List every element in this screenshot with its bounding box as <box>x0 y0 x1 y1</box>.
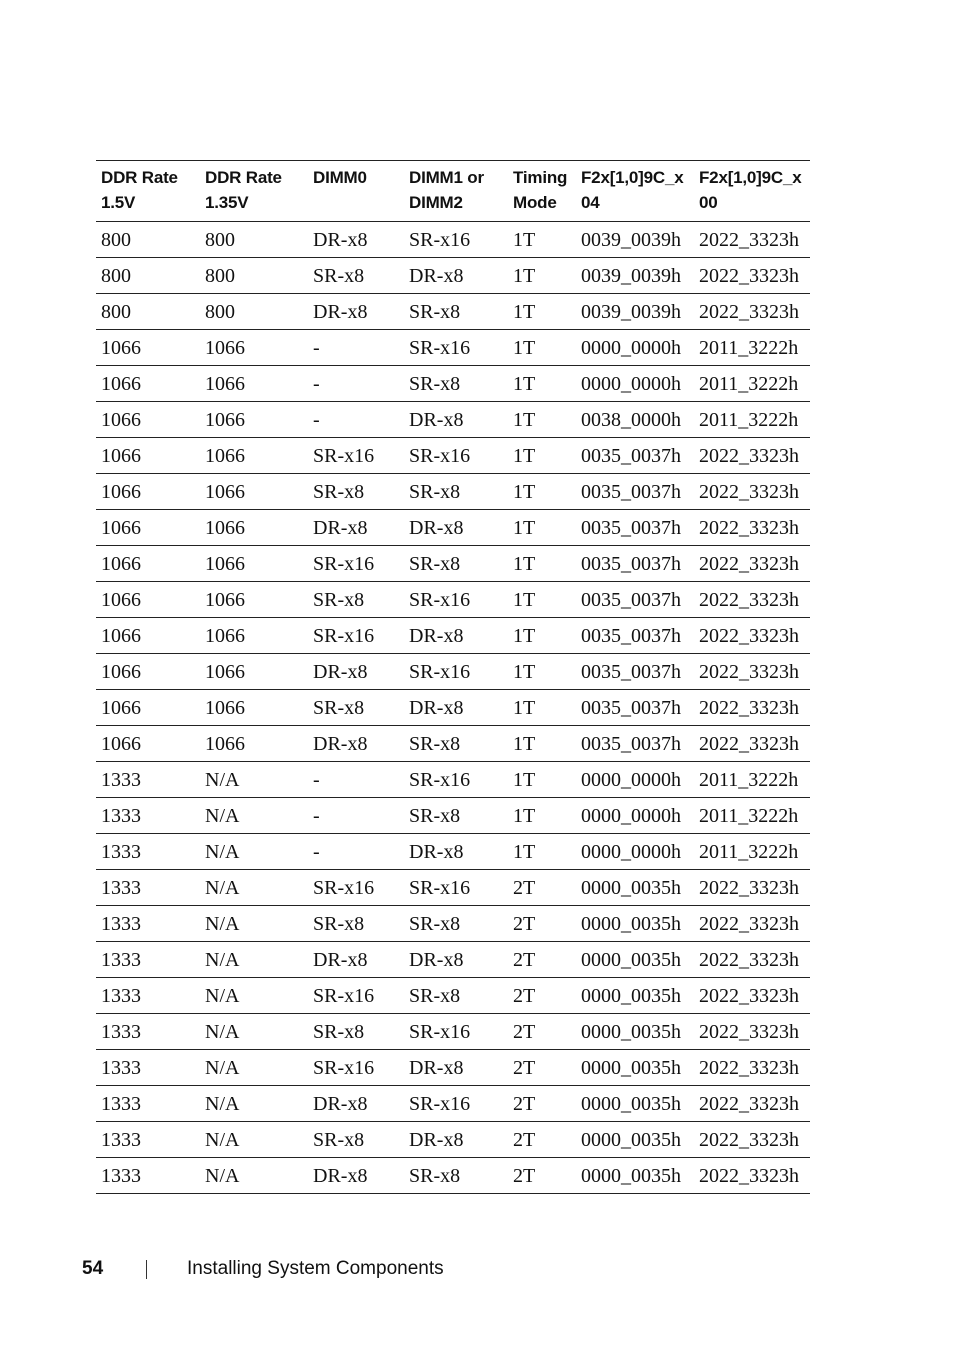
table-cell: 1066 <box>200 654 308 690</box>
column-header: F2x[1,0]9C_x 04 <box>576 161 694 222</box>
table-cell: 0000_0000h <box>576 762 694 798</box>
table-cell: 0039_0039h <box>576 294 694 330</box>
table-row <box>96 654 810 690</box>
table-cell: 2011_3222h <box>694 798 810 834</box>
table-cell: SR-x16 <box>308 438 404 474</box>
table-cell: 2022_3323h <box>694 546 810 582</box>
table-cell: 0000_0035h <box>576 1014 694 1050</box>
table-cell: 2022_3323h <box>694 942 810 978</box>
table-cell: N/A <box>200 1014 308 1050</box>
table-cell: 2022_3323h <box>694 618 810 654</box>
table-cell: 0000_0035h <box>576 942 694 978</box>
table-row <box>96 402 810 438</box>
table-cell: 1066 <box>200 474 308 510</box>
table-cell: N/A <box>200 906 308 942</box>
table-row <box>96 618 810 654</box>
column-header: DDR Rate 1.35V <box>200 161 308 222</box>
table-cell: DR-x8 <box>404 834 508 870</box>
table-cell: 1T <box>508 366 576 402</box>
table-cell: 0035_0037h <box>576 438 694 474</box>
table-cell: SR-x16 <box>404 654 508 690</box>
table-cell: 2022_3323h <box>694 438 810 474</box>
table-cell: SR-x8 <box>404 798 508 834</box>
table-cell: 1T <box>508 510 576 546</box>
table-cell: 0035_0037h <box>576 582 694 618</box>
table-cell: 0000_0035h <box>576 1158 694 1194</box>
table-cell: 1T <box>508 546 576 582</box>
table-cell: 800 <box>96 258 200 294</box>
table-cell: 0039_0039h <box>576 258 694 294</box>
table-cell: 2022_3323h <box>694 1122 810 1158</box>
table-cell: 2011_3222h <box>694 834 810 870</box>
table-cell: 1066 <box>96 582 200 618</box>
table-row <box>96 546 810 582</box>
table-cell: 1333 <box>96 906 200 942</box>
table-cell: DR-x8 <box>404 402 508 438</box>
table-cell: DR-x8 <box>404 258 508 294</box>
table-cell: 1066 <box>200 726 308 762</box>
table-cell: DR-x8 <box>308 1158 404 1194</box>
table-cell: SR-x8 <box>404 906 508 942</box>
table-cell: 1333 <box>96 1158 200 1194</box>
table-cell: N/A <box>200 798 308 834</box>
table-row <box>96 906 810 942</box>
table-cell: 1066 <box>96 726 200 762</box>
table-cell: - <box>308 330 404 366</box>
table-row <box>96 942 810 978</box>
table-cell: SR-x16 <box>404 222 508 258</box>
table-cell: DR-x8 <box>308 654 404 690</box>
table-cell: 1066 <box>200 366 308 402</box>
table-row <box>96 978 810 1014</box>
table-cell: SR-x8 <box>404 726 508 762</box>
table-cell: 1T <box>508 402 576 438</box>
table-cell: DR-x8 <box>404 1050 508 1086</box>
table-cell: 1066 <box>96 690 200 726</box>
table-cell: 1066 <box>96 546 200 582</box>
table-cell: N/A <box>200 762 308 798</box>
table-cell: SR-x16 <box>404 870 508 906</box>
table-cell: DR-x8 <box>308 942 404 978</box>
table-cell: 2022_3323h <box>694 654 810 690</box>
table-cell: 1066 <box>96 366 200 402</box>
table-cell: 0000_0035h <box>576 1122 694 1158</box>
table-cell: N/A <box>200 1050 308 1086</box>
table-cell: 2022_3323h <box>694 582 810 618</box>
column-header: DIMM0 <box>308 161 404 222</box>
table-row <box>96 798 810 834</box>
table-cell: 0035_0037h <box>576 618 694 654</box>
table-cell: - <box>308 366 404 402</box>
table-row <box>96 258 810 294</box>
table-cell: 2T <box>508 1086 576 1122</box>
table-row <box>96 1158 810 1194</box>
table-cell: 2022_3323h <box>694 690 810 726</box>
table-cell: 2011_3222h <box>694 330 810 366</box>
table-cell: 1066 <box>200 582 308 618</box>
table-cell: 800 <box>96 294 200 330</box>
column-header: DIMM1 or DIMM2 <box>404 161 508 222</box>
table-cell: 1T <box>508 726 576 762</box>
table-cell: 2022_3323h <box>694 870 810 906</box>
table-cell: 2T <box>508 1050 576 1086</box>
table-cell: SR-x8 <box>308 1014 404 1050</box>
table-cell: 0035_0037h <box>576 474 694 510</box>
table-cell: 1T <box>508 654 576 690</box>
table-cell: 2022_3323h <box>694 1050 810 1086</box>
header-row <box>96 161 810 222</box>
table-row <box>96 726 810 762</box>
table-cell: 800 <box>96 222 200 258</box>
table-cell: 0000_0035h <box>576 870 694 906</box>
table-cell: N/A <box>200 1122 308 1158</box>
table-cell: 1T <box>508 294 576 330</box>
table-cell: 1066 <box>96 474 200 510</box>
page-number: 54 <box>82 1258 104 1279</box>
table-cell: 1333 <box>96 978 200 1014</box>
table-row <box>96 1050 810 1086</box>
table-row <box>96 438 810 474</box>
table-cell: SR-x16 <box>404 330 508 366</box>
table-cell: 1T <box>508 438 576 474</box>
table-cell: 2022_3323h <box>694 474 810 510</box>
table-cell: 1066 <box>200 618 308 654</box>
table-cell: 800 <box>200 294 308 330</box>
table-cell: SR-x8 <box>308 1122 404 1158</box>
table-cell: 1066 <box>200 546 308 582</box>
table-cell: 1066 <box>200 438 308 474</box>
table-cell: 1333 <box>96 798 200 834</box>
table-cell: 1T <box>508 330 576 366</box>
table-cell: 0035_0037h <box>576 546 694 582</box>
footer-separator <box>146 1260 147 1279</box>
table-cell: DR-x8 <box>308 726 404 762</box>
table-cell: 1066 <box>96 402 200 438</box>
table-cell: SR-x8 <box>308 582 404 618</box>
table-cell: 2022_3323h <box>694 1158 810 1194</box>
table-cell: SR-x8 <box>308 474 404 510</box>
table-cell: SR-x16 <box>308 618 404 654</box>
table-cell: N/A <box>200 1086 308 1122</box>
table-cell: DR-x8 <box>404 942 508 978</box>
table-cell: 0039_0039h <box>576 222 694 258</box>
table-cell: 1066 <box>200 690 308 726</box>
table-cell: 0038_0000h <box>576 402 694 438</box>
table-cell: 0000_0000h <box>576 330 694 366</box>
table-cell: SR-x8 <box>404 366 508 402</box>
table-cell: DR-x8 <box>404 618 508 654</box>
table-row <box>96 1086 810 1122</box>
table-cell: DR-x8 <box>308 222 404 258</box>
table-cell: - <box>308 762 404 798</box>
table-cell: 1333 <box>96 834 200 870</box>
table-cell: 1066 <box>200 330 308 366</box>
table-cell: N/A <box>200 978 308 1014</box>
table-cell: 2022_3323h <box>694 1014 810 1050</box>
table-cell: DR-x8 <box>404 510 508 546</box>
table-cell: 1T <box>508 798 576 834</box>
table-cell: SR-x8 <box>404 978 508 1014</box>
table-cell: 2022_3323h <box>694 726 810 762</box>
table-cell: SR-x16 <box>308 546 404 582</box>
table-cell: 0035_0037h <box>576 510 694 546</box>
dimm-timing-table <box>96 160 810 1194</box>
table-cell: SR-x16 <box>404 438 508 474</box>
table-cell: DR-x8 <box>404 1122 508 1158</box>
table-cell: - <box>308 402 404 438</box>
table-cell: 1333 <box>96 1014 200 1050</box>
table-cell: 1066 <box>200 402 308 438</box>
table-cell: 2T <box>508 1122 576 1158</box>
dimm-timing-table-container <box>96 160 810 1194</box>
table-cell: 2022_3323h <box>694 222 810 258</box>
table-cell: 1066 <box>96 654 200 690</box>
table-row <box>96 690 810 726</box>
table-cell: 0000_0000h <box>576 834 694 870</box>
table-cell: 1066 <box>96 510 200 546</box>
section-title: Installing System Components <box>187 1258 444 1279</box>
table-cell: N/A <box>200 870 308 906</box>
page-footer <box>0 1258 954 1282</box>
table-cell: SR-x16 <box>404 1014 508 1050</box>
table-cell: 800 <box>200 258 308 294</box>
table-row <box>96 1122 810 1158</box>
table-cell: 800 <box>200 222 308 258</box>
table-cell: 1066 <box>96 438 200 474</box>
table-row <box>96 870 810 906</box>
table-cell: N/A <box>200 834 308 870</box>
table-cell: 1333 <box>96 762 200 798</box>
table-cell: 2022_3323h <box>694 294 810 330</box>
table-cell: DR-x8 <box>404 690 508 726</box>
table-cell: 1T <box>508 618 576 654</box>
table-cell: 0000_0035h <box>576 1050 694 1086</box>
column-header: DDR Rate 1.5V <box>96 161 200 222</box>
table-cell: 1T <box>508 582 576 618</box>
table-cell: 2T <box>508 906 576 942</box>
table-cell: 0035_0037h <box>576 654 694 690</box>
table-cell: 1333 <box>96 1050 200 1086</box>
table-row <box>96 222 810 258</box>
table-cell: 1333 <box>96 870 200 906</box>
table-cell: 1066 <box>200 510 308 546</box>
table-cell: N/A <box>200 942 308 978</box>
table-row <box>96 294 810 330</box>
table-cell: 0035_0037h <box>576 726 694 762</box>
column-header: Timing Mode <box>508 161 576 222</box>
table-cell: DR-x8 <box>308 294 404 330</box>
table-cell: SR-x8 <box>404 474 508 510</box>
table-cell: SR-x8 <box>308 690 404 726</box>
table-cell: N/A <box>200 1158 308 1194</box>
table-cell: 1T <box>508 222 576 258</box>
table-cell: SR-x16 <box>308 1050 404 1086</box>
table-cell: 0000_0035h <box>576 906 694 942</box>
table-row <box>96 834 810 870</box>
table-cell: 1T <box>508 834 576 870</box>
table-cell: SR-x16 <box>308 870 404 906</box>
table-cell: 2011_3222h <box>694 402 810 438</box>
table-cell: 2022_3323h <box>694 1086 810 1122</box>
table-cell: SR-x8 <box>404 1158 508 1194</box>
table-cell: SR-x16 <box>404 582 508 618</box>
table-cell: 2022_3323h <box>694 510 810 546</box>
table-cell: SR-x8 <box>404 546 508 582</box>
table-cell: SR-x16 <box>308 978 404 1014</box>
table-cell: 0000_0000h <box>576 798 694 834</box>
table-cell: 0000_0000h <box>576 366 694 402</box>
table-cell: 2022_3323h <box>694 906 810 942</box>
table-cell: 2T <box>508 1014 576 1050</box>
table-cell: DR-x8 <box>308 510 404 546</box>
table-cell: 0035_0037h <box>576 690 694 726</box>
table-header <box>96 161 810 222</box>
table-row <box>96 366 810 402</box>
table-cell: DR-x8 <box>308 1086 404 1122</box>
table-row <box>96 582 810 618</box>
table-cell: 1T <box>508 762 576 798</box>
table-cell: - <box>308 834 404 870</box>
table-cell: 2011_3222h <box>694 366 810 402</box>
table-row <box>96 510 810 546</box>
table-cell: 1T <box>508 474 576 510</box>
table-cell: 1T <box>508 690 576 726</box>
table-cell: SR-x8 <box>404 294 508 330</box>
table-cell: 1333 <box>96 1086 200 1122</box>
table-cell: SR-x8 <box>308 258 404 294</box>
table-cell: 2T <box>508 942 576 978</box>
table-cell: 2022_3323h <box>694 258 810 294</box>
table-cell: 2T <box>508 978 576 1014</box>
table-cell: SR-x16 <box>404 1086 508 1122</box>
table-cell: 1066 <box>96 618 200 654</box>
column-header: F2x[1,0]9C_x 00 <box>694 161 810 222</box>
table-row <box>96 762 810 798</box>
table-row <box>96 1014 810 1050</box>
table-cell: 0000_0035h <box>576 978 694 1014</box>
table-cell: 1333 <box>96 1122 200 1158</box>
table-cell: 1333 <box>96 942 200 978</box>
table-cell: 2T <box>508 870 576 906</box>
table-cell: 2011_3222h <box>694 762 810 798</box>
table-body <box>96 222 810 1194</box>
table-cell: - <box>308 798 404 834</box>
table-cell: 2T <box>508 1158 576 1194</box>
table-row <box>96 474 810 510</box>
table-cell: 2022_3323h <box>694 978 810 1014</box>
table-cell: SR-x16 <box>404 762 508 798</box>
table-cell: SR-x8 <box>308 906 404 942</box>
table-cell: 1066 <box>96 330 200 366</box>
table-cell: 0000_0035h <box>576 1086 694 1122</box>
table-row <box>96 330 810 366</box>
table-cell: 1T <box>508 258 576 294</box>
